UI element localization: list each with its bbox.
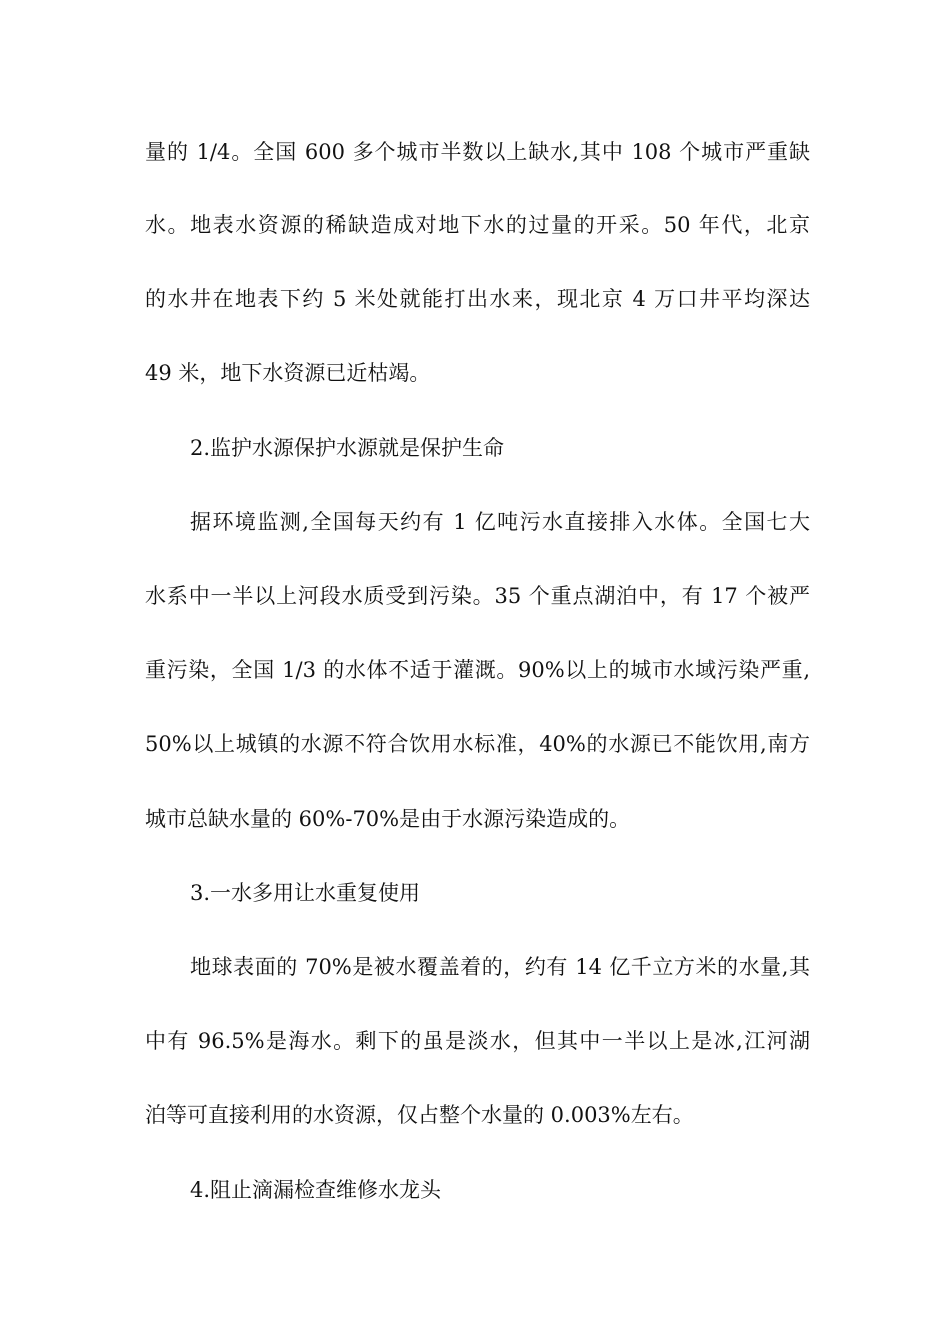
text-line: 地球表面的 70%是被水覆盖着的，约有 14 亿千立方米的水量,其 — [190, 955, 810, 979]
text-line: 据环境监测,全国每天约有 1 亿吨污水直接排入水体。全国七大 — [190, 510, 810, 534]
text-line: 49 米，地下水资源已近枯竭。 — [145, 361, 431, 385]
text-line: 水系中一半以上河段水质受到污染。35 个重点湖泊中，有 17 个被严 — [145, 584, 810, 608]
text-line: 50%以上城镇的水源不符合饮用水标准，40%的水源已不能饮用,南方 — [145, 732, 810, 756]
section-heading: 2.监护水源保护水源就是保护生命 — [190, 436, 505, 460]
text-line: 城市总缺水量的 60%-70%是由于水源污染造成的。 — [145, 807, 631, 831]
text-line: 泊等可直接利用的水资源，仅占整个水量的 0.003%左右。 — [145, 1103, 694, 1127]
section-heading: 3.一水多用让水重复使用 — [190, 881, 421, 905]
text-line: 水。地表水资源的稀缺造成对地下水的过量的开采。50 年代，北京 — [145, 213, 810, 237]
section-heading: 4.阻止滴漏检查维修水龙头 — [190, 1178, 442, 1202]
text-line: 重污染，全国 1/3 的水体不适于灌溉。90%以上的城市水域污染严重, — [145, 658, 810, 682]
text-line: 中有 96.5%是海水。剩下的虽是淡水，但其中一半以上是冰,江河湖 — [145, 1029, 810, 1053]
text-line: 的水井在地表下约 5 米处就能打出水来，现北京 4 万口井平均深达 — [145, 287, 810, 311]
text-line: 量的 1/4。全国 600 多个城市半数以上缺水,其中 108 个城市严重缺 — [145, 140, 810, 164]
